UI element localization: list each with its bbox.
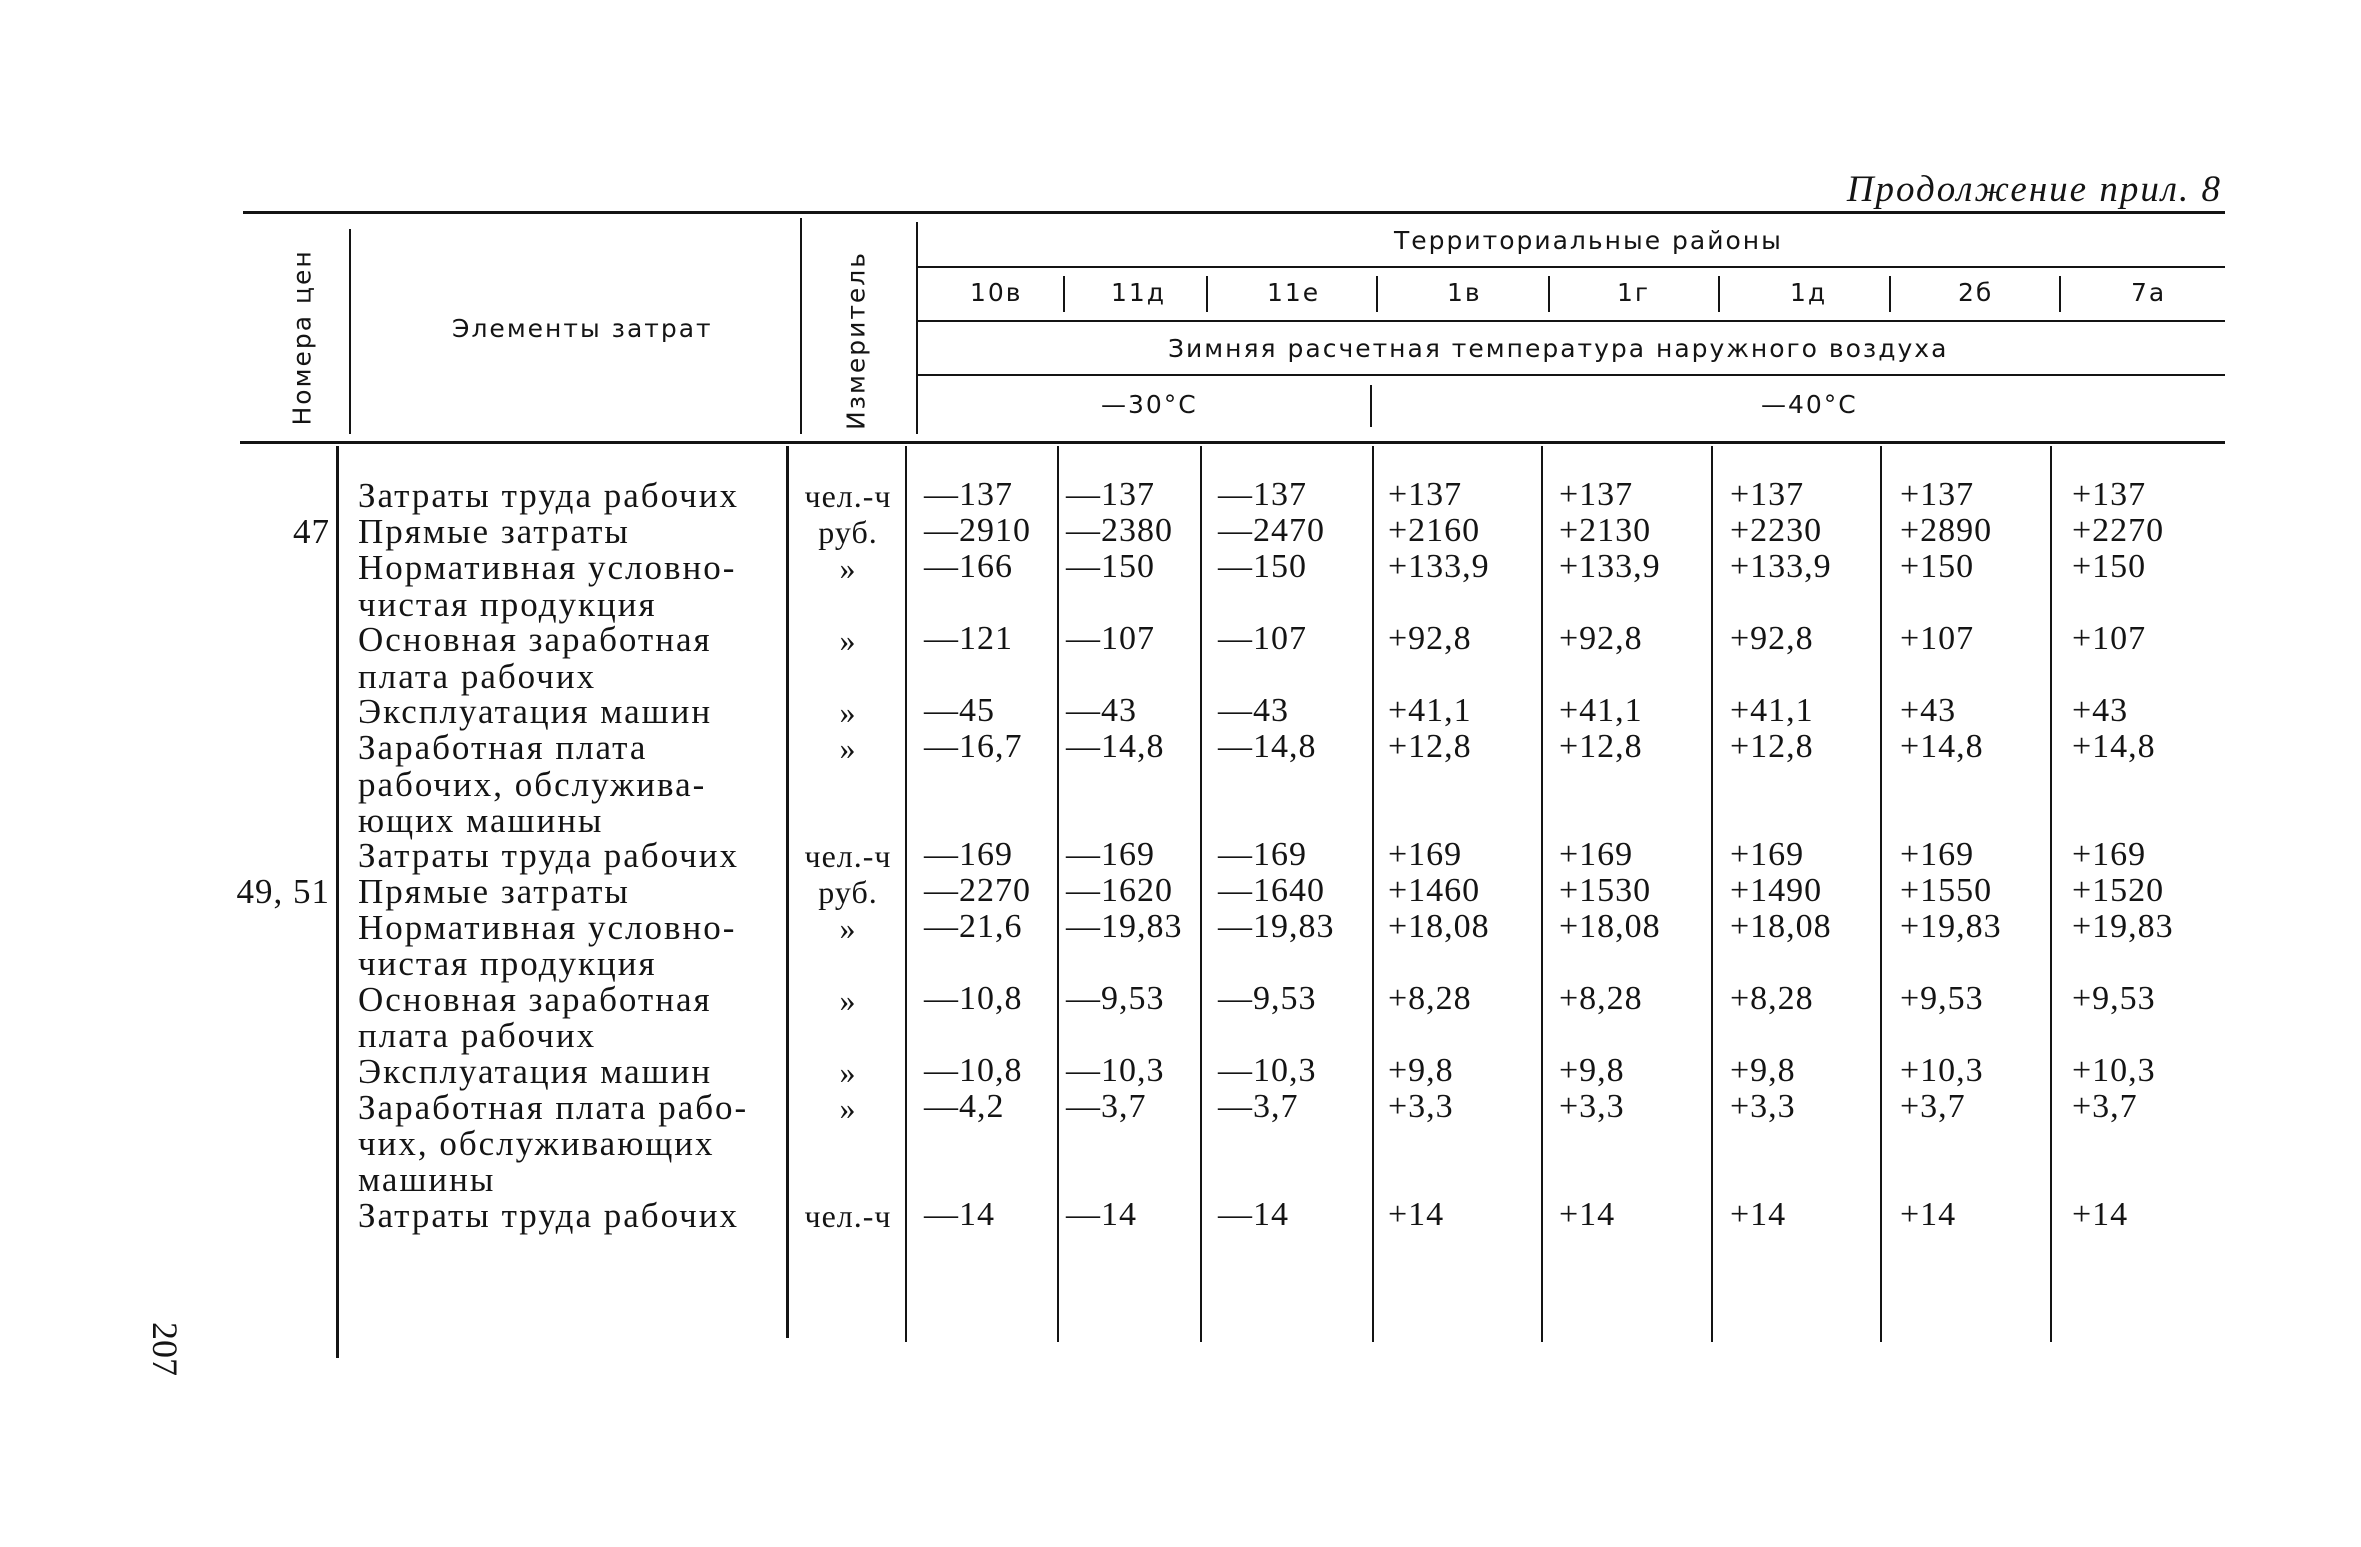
value-cell: —10,3 xyxy=(1066,1052,1165,1089)
value-cell: +107 xyxy=(1900,620,1975,657)
unit-cell: » xyxy=(839,910,857,946)
value-cell: +1530 xyxy=(1559,872,1652,909)
codes-sep-3 xyxy=(1376,276,1378,312)
value-cell: +14 xyxy=(2072,1196,2129,1233)
body-vrule-c4 xyxy=(1541,446,1543,1342)
value-cell: —169 xyxy=(1218,836,1307,873)
cost-element: ющих машины xyxy=(358,801,604,840)
region-code-1d: 1д xyxy=(1790,278,1828,307)
body-vrule-c1 xyxy=(1057,446,1059,1342)
body-vrule-num xyxy=(336,446,339,1358)
body-vrule-c5 xyxy=(1711,446,1713,1342)
cost-element: Затраты труда рабочих xyxy=(358,836,739,875)
value-cell: —121 xyxy=(924,620,1013,657)
value-cell: +43 xyxy=(1900,692,1957,729)
value-cell: +10,3 xyxy=(1900,1052,1984,1089)
value-cell: +41,1 xyxy=(1559,692,1643,729)
unit-cell: » xyxy=(839,694,857,730)
cost-element: Эксплуатация машин xyxy=(358,1052,713,1091)
price-number: 47 xyxy=(293,512,330,551)
value-cell: —19,83 xyxy=(1066,908,1183,945)
temp-group-40: —40°С xyxy=(1761,390,1858,419)
unit-cell: руб. xyxy=(818,874,878,910)
cost-element: Нормативная условно- xyxy=(358,908,737,947)
value-cell: +18,08 xyxy=(1559,908,1661,945)
value-cell: —3,7 xyxy=(1066,1088,1147,1125)
value-cell: +8,28 xyxy=(1730,980,1814,1017)
value-cell: +92,8 xyxy=(1559,620,1643,657)
unit-cell: чел.-ч xyxy=(804,1198,892,1234)
value-cell: —19,83 xyxy=(1218,908,1335,945)
cost-element: Прямые затраты xyxy=(358,872,630,911)
value-cell: +18,08 xyxy=(1730,908,1832,945)
temp-group-30: —30°С xyxy=(1101,390,1198,419)
temp-sep xyxy=(1370,385,1372,427)
cost-element: машины xyxy=(358,1160,496,1199)
region-code-1v: 1в xyxy=(1447,278,1482,307)
unit-cell: чел.-ч xyxy=(804,478,892,514)
value-cell: —169 xyxy=(1066,836,1155,873)
header-vrule-1 xyxy=(349,229,351,434)
body-vrule-c7 xyxy=(2050,446,2052,1342)
unit-cell: чел.-ч xyxy=(804,838,892,874)
regions-rule xyxy=(918,266,2225,268)
codes-rule xyxy=(918,320,2225,322)
value-cell: +150 xyxy=(2072,548,2147,585)
value-cell: —14 xyxy=(1066,1196,1137,1233)
cost-element: рабочих, обслужива- xyxy=(358,765,707,804)
value-cell: —169 xyxy=(924,836,1013,873)
value-cell: +3,3 xyxy=(1559,1088,1625,1125)
value-cell: +2230 xyxy=(1730,512,1823,549)
value-cell: +18,08 xyxy=(1388,908,1490,945)
value-cell: +19,83 xyxy=(1900,908,2002,945)
value-cell: —10,8 xyxy=(924,980,1023,1017)
codes-sep-4 xyxy=(1548,276,1550,312)
value-cell: +14,8 xyxy=(1900,728,1984,765)
value-cell: +92,8 xyxy=(1388,620,1472,657)
value-cell: +14 xyxy=(1559,1196,1616,1233)
value-cell: +12,8 xyxy=(1388,728,1472,765)
value-cell: +137 xyxy=(2072,476,2147,513)
header-unit: Измеритель xyxy=(841,251,871,431)
value-cell: +169 xyxy=(2072,836,2147,873)
value-cell: +9,8 xyxy=(1559,1052,1625,1089)
table-caption: Продолжение прил. 8 xyxy=(1846,169,2222,210)
value-cell: —137 xyxy=(1066,476,1155,513)
value-cell: —2470 xyxy=(1218,512,1325,549)
header-vrule-3 xyxy=(916,222,918,434)
value-cell: +8,28 xyxy=(1559,980,1643,1017)
value-cell: —9,53 xyxy=(1218,980,1317,1017)
value-cell: —21,6 xyxy=(924,908,1023,945)
value-cell: +137 xyxy=(1559,476,1634,513)
price-number: 49, 51 xyxy=(236,872,330,911)
value-cell: +14,8 xyxy=(2072,728,2156,765)
top-rule xyxy=(243,211,2225,214)
value-cell: +137 xyxy=(1900,476,1975,513)
temperature-rule xyxy=(918,374,2225,376)
value-cell: +9,53 xyxy=(1900,980,1984,1017)
value-cell: —43 xyxy=(1066,692,1137,729)
value-cell: +2270 xyxy=(2072,512,2165,549)
region-code-10v: 10в xyxy=(970,278,1023,307)
codes-sep-7 xyxy=(2059,276,2061,312)
value-cell: —150 xyxy=(1218,548,1307,585)
value-cell: +3,3 xyxy=(1730,1088,1796,1125)
body-vrule-elem xyxy=(786,446,789,1338)
value-cell: +41,1 xyxy=(1388,692,1472,729)
value-cell: +9,8 xyxy=(1730,1052,1796,1089)
value-cell: —1640 xyxy=(1218,872,1325,909)
body-vrule-c6 xyxy=(1880,446,1882,1342)
region-code-1g: 1г xyxy=(1617,278,1651,307)
value-cell: +2160 xyxy=(1388,512,1481,549)
value-cell: +3,3 xyxy=(1388,1088,1454,1125)
cost-element: Затраты труда рабочих xyxy=(358,1196,739,1235)
unit-cell: » xyxy=(839,1054,857,1090)
value-cell: +12,8 xyxy=(1730,728,1814,765)
value-cell: +14 xyxy=(1730,1196,1787,1233)
value-cell: —9,53 xyxy=(1066,980,1165,1017)
value-cell: —166 xyxy=(924,548,1013,585)
value-cell: +169 xyxy=(1388,836,1463,873)
value-cell: +3,7 xyxy=(2072,1088,2138,1125)
value-cell: +1520 xyxy=(2072,872,2165,909)
value-cell: +8,28 xyxy=(1388,980,1472,1017)
value-cell: —107 xyxy=(1066,620,1155,657)
value-cell: +133,9 xyxy=(1559,548,1661,585)
cost-element: Затраты труда рабочих xyxy=(358,476,739,515)
value-cell: —3,7 xyxy=(1218,1088,1299,1125)
value-cell: +9,53 xyxy=(2072,980,2156,1017)
value-cell: —1620 xyxy=(1066,872,1173,909)
value-cell: +92,8 xyxy=(1730,620,1814,657)
header-temperature: Зимняя расчетная температура наружного воздуха xyxy=(1168,334,1949,363)
value-cell: —43 xyxy=(1218,692,1289,729)
region-code-11e: 11е xyxy=(1267,278,1321,307)
value-cell: —4,2 xyxy=(924,1088,1005,1125)
value-cell: —150 xyxy=(1066,548,1155,585)
value-cell: +169 xyxy=(1900,836,1975,873)
codes-sep-5 xyxy=(1718,276,1720,312)
value-cell: —16,7 xyxy=(924,728,1023,765)
value-cell: +1460 xyxy=(1388,872,1481,909)
value-cell: +19,83 xyxy=(2072,908,2174,945)
region-code-11d: 11д xyxy=(1111,278,1167,307)
cost-element: Основная заработная xyxy=(358,980,712,1019)
cost-element: чистая продукция xyxy=(358,944,657,983)
value-cell: —14 xyxy=(1218,1196,1289,1233)
header-vrule-2 xyxy=(800,218,802,434)
value-cell: +3,7 xyxy=(1900,1088,1966,1125)
body-vrule-c2 xyxy=(1200,446,1202,1342)
cost-element: Прямые затраты xyxy=(358,512,630,551)
cost-element: Эксплуатация машин xyxy=(358,692,713,731)
value-cell: +150 xyxy=(1900,548,1975,585)
cost-element: чих, обслуживающих xyxy=(358,1124,715,1163)
value-cell: —2270 xyxy=(924,872,1031,909)
value-cell: —14 xyxy=(924,1196,995,1233)
value-cell: +1490 xyxy=(1730,872,1823,909)
value-cell: +41,1 xyxy=(1730,692,1814,729)
value-cell: +137 xyxy=(1730,476,1805,513)
cost-element: Заработная плата xyxy=(358,728,648,767)
value-cell: —10,8 xyxy=(924,1052,1023,1089)
value-cell: +133,9 xyxy=(1730,548,1832,585)
codes-sep-6 xyxy=(1889,276,1891,312)
unit-cell: руб. xyxy=(818,514,878,550)
value-cell: —14,8 xyxy=(1066,728,1165,765)
unit-cell: » xyxy=(839,550,857,586)
value-cell: —45 xyxy=(924,692,995,729)
cost-element: плата рабочих xyxy=(358,1016,597,1055)
value-cell: +1550 xyxy=(1900,872,1993,909)
value-cell: +2890 xyxy=(1900,512,1993,549)
header-cost-elements: Элементы затрат xyxy=(452,314,713,343)
value-cell: +169 xyxy=(1559,836,1634,873)
value-cell: +169 xyxy=(1730,836,1805,873)
header-price-numbers: Номера цен xyxy=(287,249,317,426)
value-cell: +9,8 xyxy=(1388,1052,1454,1089)
cost-element: Заработная плата рабо- xyxy=(358,1088,749,1127)
page-number: 207 xyxy=(145,1322,185,1376)
unit-cell: » xyxy=(839,622,857,658)
header-bottom-rule xyxy=(240,441,2225,444)
value-cell: +133,9 xyxy=(1388,548,1490,585)
value-cell: —2380 xyxy=(1066,512,1173,549)
body-vrule-c3 xyxy=(1372,446,1374,1342)
value-cell: +14 xyxy=(1900,1196,1957,1233)
value-cell: +12,8 xyxy=(1559,728,1643,765)
cost-element: плата рабочих xyxy=(358,657,597,696)
cost-element: Нормативная условно- xyxy=(358,548,737,587)
unit-cell: » xyxy=(839,1090,857,1126)
value-cell: +43 xyxy=(2072,692,2129,729)
codes-sep-1 xyxy=(1063,276,1065,312)
header-regions: Территориальные районы xyxy=(1394,226,1783,255)
unit-cell: » xyxy=(839,982,857,1018)
value-cell: +107 xyxy=(2072,620,2147,657)
region-code-7a: 7а xyxy=(2131,278,2167,307)
region-code-2b: 2б xyxy=(1958,278,1994,307)
value-cell: —137 xyxy=(1218,476,1307,513)
value-cell: —10,3 xyxy=(1218,1052,1317,1089)
value-cell: —14,8 xyxy=(1218,728,1317,765)
unit-cell: » xyxy=(839,730,857,766)
value-cell: —137 xyxy=(924,476,1013,513)
value-cell: —107 xyxy=(1218,620,1307,657)
cost-element: чистая продукция xyxy=(358,585,657,624)
value-cell: +10,3 xyxy=(2072,1052,2156,1089)
value-cell: +137 xyxy=(1388,476,1463,513)
value-cell: +14 xyxy=(1388,1196,1445,1233)
value-cell: +2130 xyxy=(1559,512,1652,549)
codes-sep-2 xyxy=(1206,276,1208,312)
cost-element: Основная заработная xyxy=(358,620,712,659)
value-cell: —2910 xyxy=(924,512,1031,549)
